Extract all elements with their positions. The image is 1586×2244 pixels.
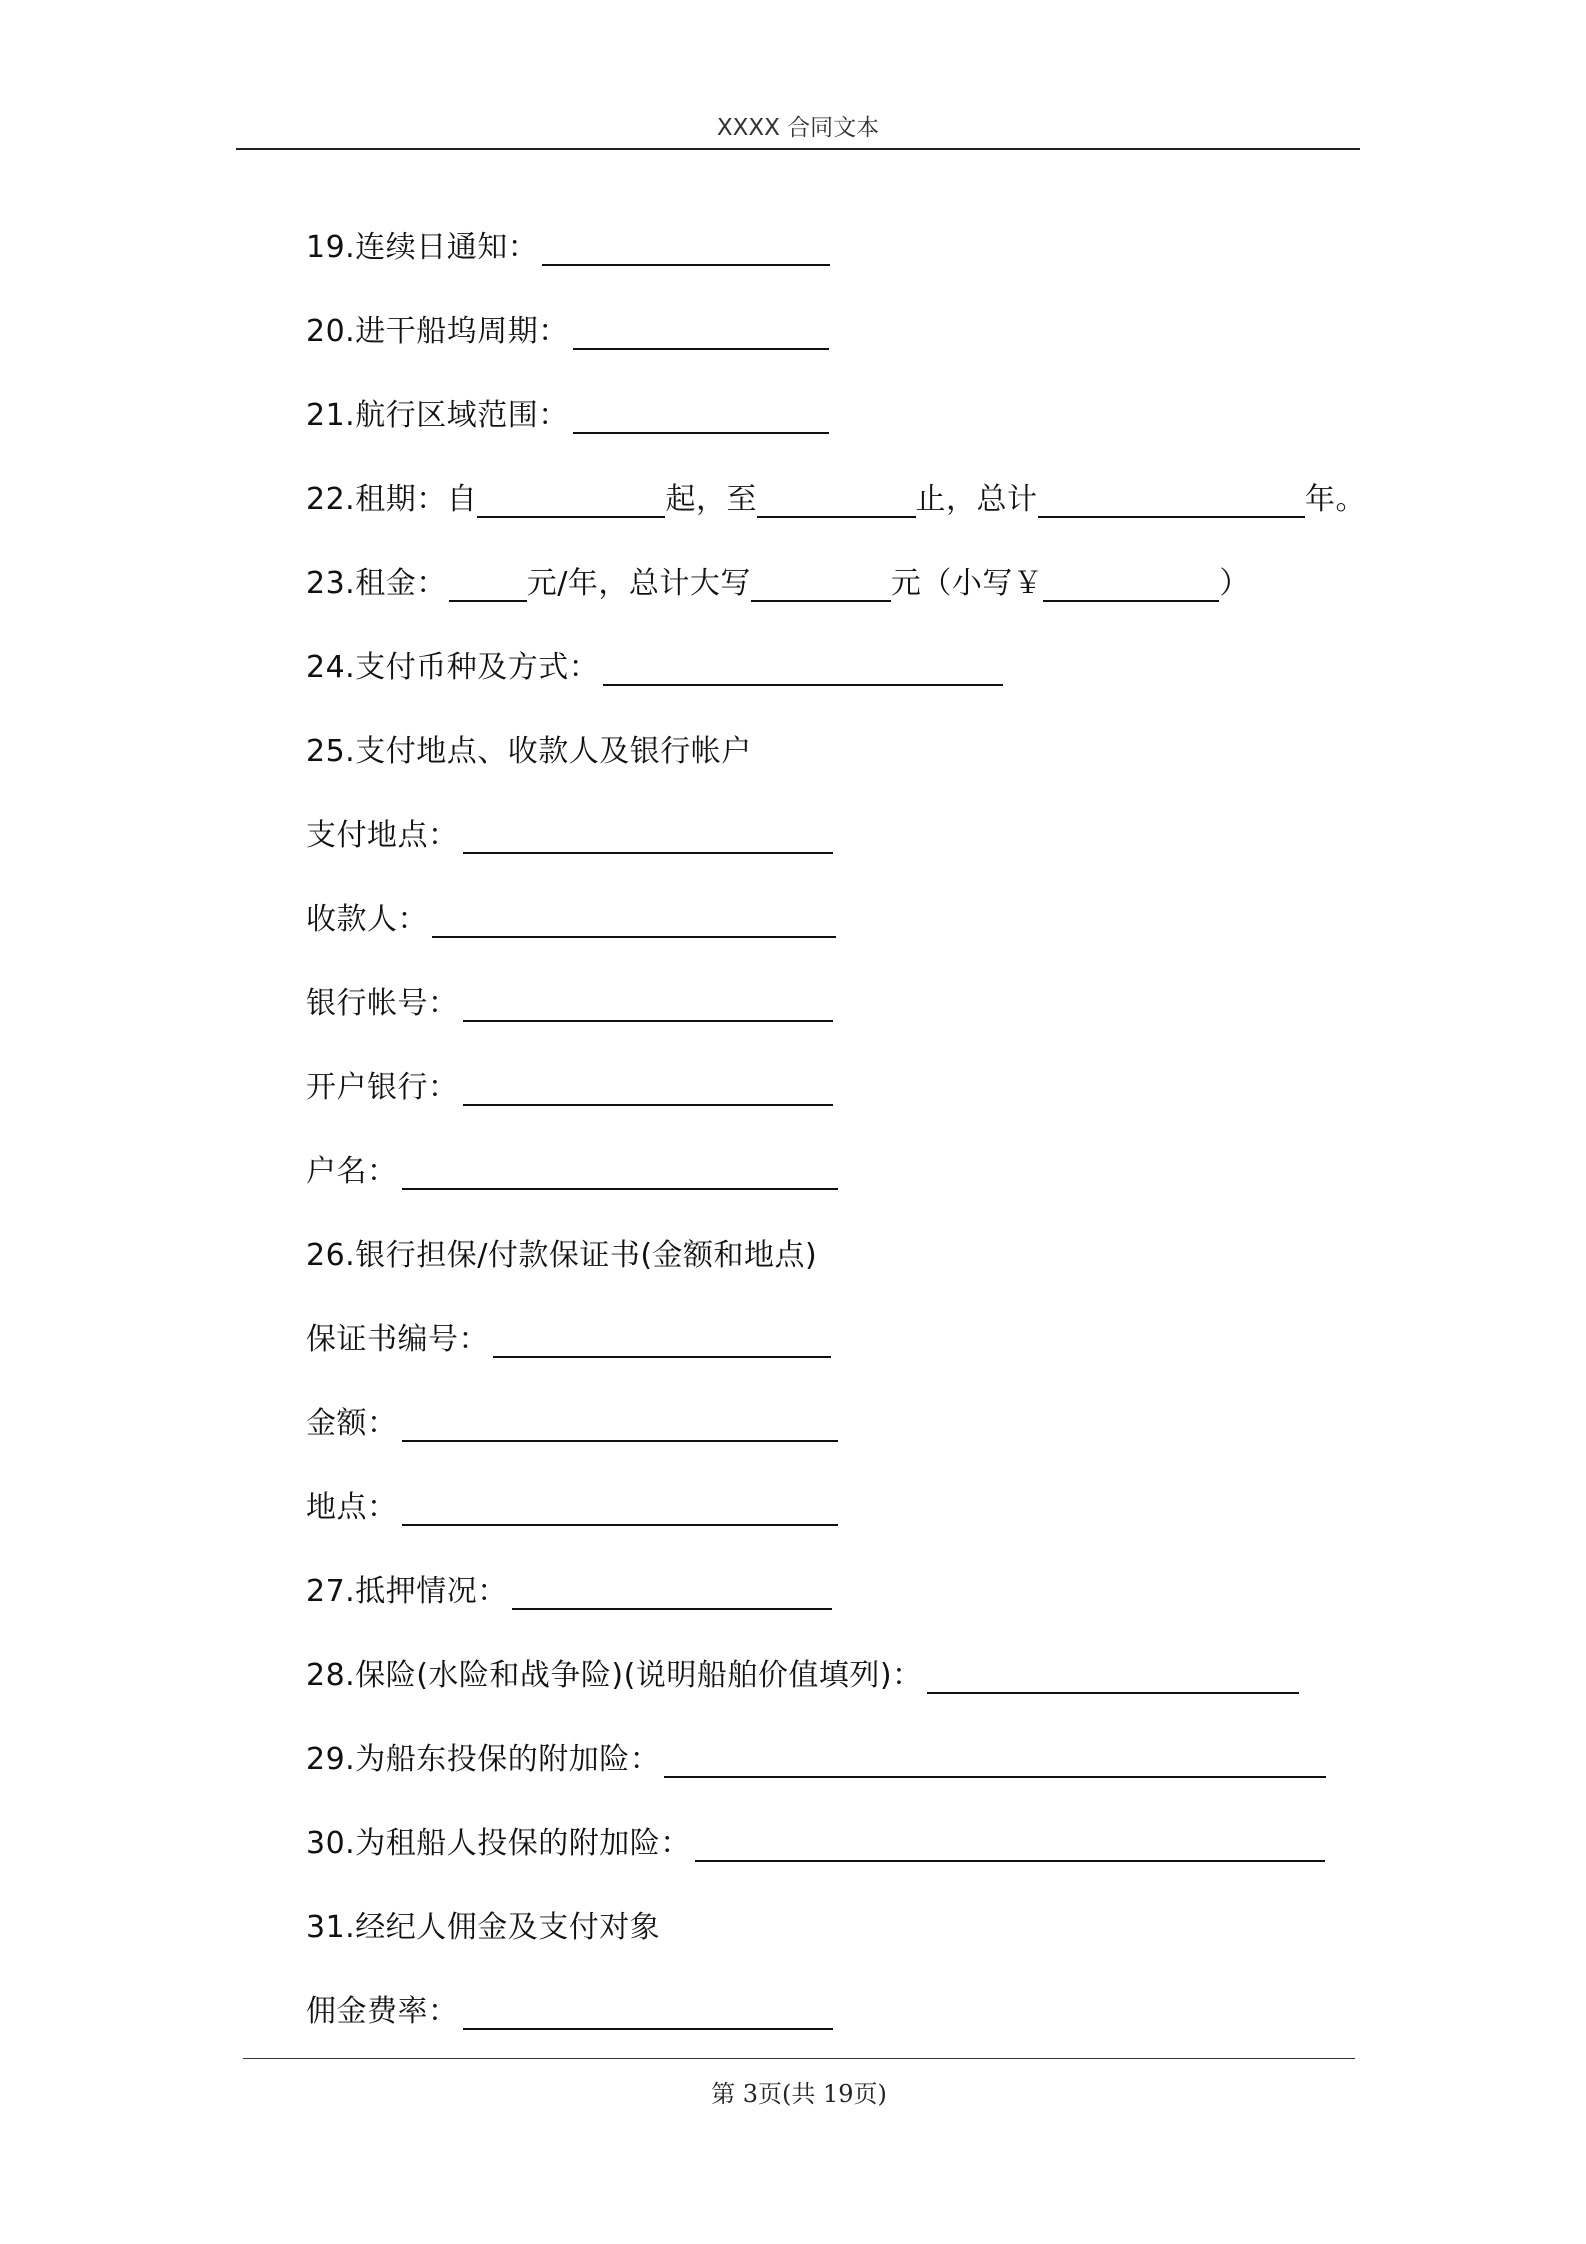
item-29-label: 29.为船东投保的附加险： [306, 1742, 661, 1777]
item-23-label-total: 元/年，总计大写 [526, 566, 751, 601]
item-30-row [306, 1798, 1366, 1882]
rent-total-figures-blank[interactable] [1043, 564, 1219, 602]
lease-years-blank[interactable] [1038, 480, 1306, 518]
bank-name-row [306, 1042, 1366, 1126]
item-28-row [306, 1630, 1366, 1714]
contract-body [306, 202, 1366, 2050]
item-25-heading: 25.支付地点、收款人及银行帐户 [306, 734, 752, 769]
item-27-label: 27.抵押情况： [306, 1574, 508, 1609]
item-19-row [306, 202, 1366, 286]
place-blank[interactable] [402, 1488, 838, 1526]
item-24-label: 24.支付币种及方式： [306, 650, 600, 685]
item-22-label-total: 止，总计 [915, 482, 1038, 517]
item-20-label: 20.进干船坞周期： [306, 314, 569, 349]
pay-place-blank[interactable] [463, 816, 833, 854]
page-number: 第 3页(共 19页) [711, 2080, 887, 2108]
payee-blank[interactable] [432, 900, 836, 938]
item-22-label-start: 22.租期：自 [306, 482, 478, 517]
commission-rate-label: 佣金费率： [306, 1994, 459, 2029]
item-26-row [306, 1210, 1366, 1294]
guarantee-no-blank[interactable] [493, 1320, 831, 1358]
bank-account-row [306, 958, 1366, 1042]
account-name-blank[interactable] [402, 1152, 838, 1190]
item-24-blank[interactable] [603, 648, 1003, 686]
item-19-blank[interactable] [542, 228, 830, 266]
lease-end-blank[interactable] [757, 480, 916, 518]
account-name-row [306, 1126, 1366, 1210]
item-30-label: 30.为租船人投保的附加险： [306, 1826, 691, 1861]
item-20-row [306, 286, 1366, 370]
payee-label: 收款人： [306, 902, 428, 937]
item-28-label: 28.保险(水险和战争险)(说明船舶价值填列)： [306, 1658, 923, 1693]
item-19-label: 19.连续日通知： [306, 230, 539, 265]
amount-blank[interactable] [402, 1404, 838, 1442]
amount-row [306, 1378, 1366, 1462]
item-24-row [306, 622, 1366, 706]
bank-name-label: 开户银行： [306, 1070, 459, 1105]
item-31-heading: 31.经纪人佣金及支付对象 [306, 1910, 661, 1945]
page-header: XXXX 合同文本 [716, 115, 880, 141]
commission-rate-row [306, 1966, 1366, 2050]
item-22-label-year: 年。 [1305, 482, 1367, 517]
lease-start-blank[interactable] [477, 480, 665, 518]
item-28-blank[interactable] [927, 1656, 1299, 1694]
payee-row [306, 874, 1366, 958]
item-22-label-to: 起，至 [665, 482, 757, 517]
item-20-blank[interactable] [573, 312, 829, 350]
item-29-blank[interactable] [664, 1740, 1326, 1778]
item-26-heading: 26.银行担保/付款保证书(金额和地点) [306, 1238, 818, 1273]
item-25-row [306, 706, 1366, 790]
amount-label: 金额： [306, 1406, 398, 1441]
item-30-blank[interactable] [695, 1824, 1325, 1862]
bank-name-blank[interactable] [463, 1068, 833, 1106]
place-label: 地点： [306, 1490, 398, 1525]
item-23-label: 23.租金： [306, 566, 447, 601]
item-29-row [306, 1714, 1366, 1798]
item-21-blank[interactable] [573, 396, 829, 434]
header-rule [236, 148, 1360, 150]
item-22-row [306, 454, 1366, 538]
pay-place-row [306, 790, 1366, 874]
item-23-label-close: ） [1219, 566, 1250, 601]
commission-rate-blank[interactable] [463, 1992, 833, 2030]
bank-account-label: 银行帐号： [306, 986, 459, 1021]
item-23-row [306, 538, 1366, 622]
item-21-row [306, 370, 1366, 454]
account-name-label: 户名： [306, 1154, 398, 1189]
footer-rule [243, 2058, 1355, 2059]
pay-place-label: 支付地点： [306, 818, 459, 853]
item-27-row [306, 1546, 1366, 1630]
guarantee-no-label: 保证书编号： [306, 1322, 489, 1357]
item-23-label-figures: 元（小写￥ [890, 566, 1044, 601]
item-31-row [306, 1882, 1366, 1966]
bank-account-blank[interactable] [463, 984, 833, 1022]
item-27-blank[interactable] [512, 1572, 832, 1610]
item-21-label: 21.航行区域范围： [306, 398, 569, 433]
place-row [306, 1462, 1366, 1546]
rent-per-year-blank[interactable] [449, 564, 527, 602]
rent-total-words-blank[interactable] [751, 564, 891, 602]
guarantee-no-row [306, 1294, 1366, 1378]
